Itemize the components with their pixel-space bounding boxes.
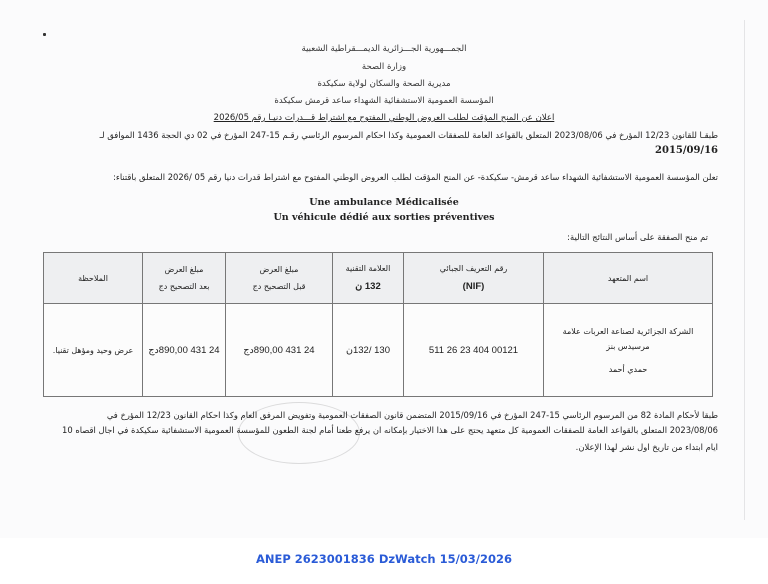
cell-nif: 00121 404 23 26 511 bbox=[404, 304, 544, 397]
scan-margin-line bbox=[744, 20, 745, 520]
header-amount-before: مبلغ العرض قبل التصحيح دج bbox=[226, 253, 333, 304]
header-technical-score: العلامة التقنية 132 ن bbox=[333, 253, 404, 304]
table-header-row bbox=[44, 253, 713, 304]
appeal-line3: ايام ابتداء من تاريخ اول نشر لهذا الإعلان. bbox=[575, 442, 718, 452]
cell-remark: عرض وحيد ومؤهل تقنيا. bbox=[44, 304, 143, 397]
award-results-table bbox=[43, 252, 713, 397]
table-row bbox=[44, 304, 713, 397]
cell-amount-before: 24 431 890,00دج bbox=[226, 304, 333, 397]
appeal-line2: 2023/08/06 المتعلق بالقواعد العامة للصفقات العمومية كل متعهد يحتج على هذا الاختيار بإمكانه ان يرفع طعنا أمام لجنة الطعون للمؤسسة العمومية الاستشفائية سكيكدة في اجال اقصاه 10 bbox=[62, 425, 718, 435]
ministry-heading: وزارة الصحة bbox=[361, 62, 407, 72]
header-amount-after: مبلغ العرض بعد التصحيح دج bbox=[143, 253, 226, 304]
header-nif: رقم التعريف الجبائي (NIF) bbox=[404, 253, 544, 304]
institution-heading: المؤسسة العمومية الاستشفائية الشهداء ساعد قرمش سكيكدة bbox=[274, 96, 494, 106]
results-intro: تم منح الصفقة على أساس النتائج التالية: bbox=[567, 232, 708, 242]
cell-technical-score: 130 /132ن bbox=[333, 304, 404, 397]
republic-heading: الجمـــهورية الجـــزائرية الديمـــقراطية الشعبية bbox=[301, 44, 467, 54]
source-caption: ANEP 2623001836 DzWatch 15/03/2026 bbox=[255, 552, 513, 566]
announcement-text: تعلن المؤسسة العمومية الاستشفائية الشهداء ساعد قرمش- سكيكدة- عن المنح المؤقت لطلب العروض الوطني المفتوح مع اشتراط قدرات دنيا رقم 05 /2026 المتعلق باقتناء: bbox=[113, 172, 718, 182]
object-line-2: Un véhicule dédié aux sorties préventives bbox=[273, 212, 495, 223]
notice-title: اعلان عن المنح المؤقت لطلب العروض الوطني المفتوح مع اشتراط قـــدرات دنيـا رقم 2026/05 bbox=[213, 113, 555, 123]
cell-amount-after: 24 431 890,00دج bbox=[143, 304, 226, 397]
scan-speck bbox=[43, 33, 46, 36]
legal-basis-line1: طبقـا للقانون 12/23 المؤرخ في 2023/08/06 المتعلق بالقواعد العامة للصفقات العمومية وكذا احكام المرسوم الرئاسي رقـم 15-247 المؤرخ في 02 دي الحجة 1436 الموافق لـ bbox=[99, 130, 718, 140]
appeal-line1: طبقا لأحكام المادة 82 من المرسوم الرئاسي 15-247 المؤرخ في 2015/09/16 المتضمن قانون الصفقات العمومية وتفويض المرفق العام وكذا احكام القانون 12/23 المؤرخ في bbox=[106, 410, 718, 420]
cell-bidder-name: الشركة الجزائرية لصناعة العربات علامة مرسيدس بنز حمدي أحمد bbox=[544, 304, 713, 397]
directorate-heading: مديرية الصحة والسكان لولاية سكيكدة bbox=[317, 79, 451, 89]
legal-basis-date: 2015/09/16 bbox=[655, 145, 718, 156]
header-remark: الملاحظة bbox=[44, 253, 143, 304]
header-bidder-name: اسم المتعهد bbox=[544, 253, 713, 304]
object-line-1: Une ambulance Médicalisée bbox=[309, 197, 459, 208]
